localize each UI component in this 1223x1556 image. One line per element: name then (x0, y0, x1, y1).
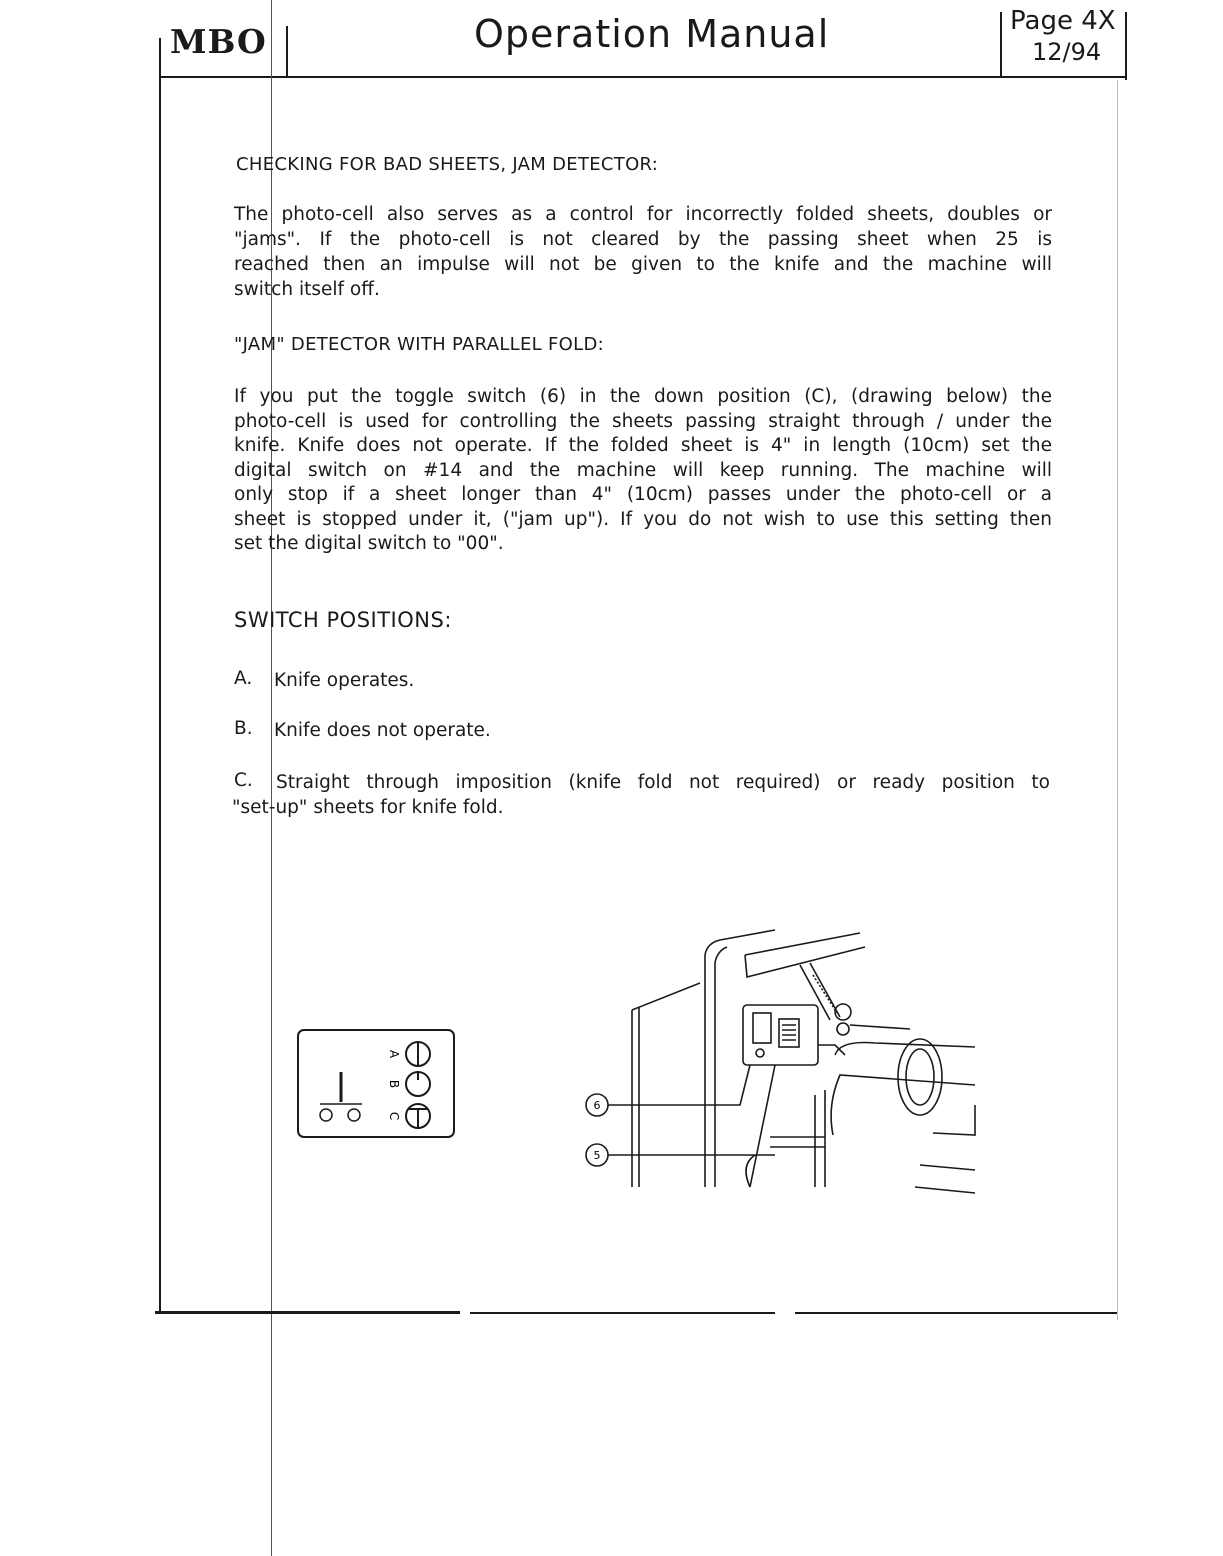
section-heading-switch-positions: SWITCH POSITIONS: (234, 608, 452, 632)
position-label-c: C (387, 1111, 401, 1121)
footer-rule (155, 1311, 460, 1314)
switch-position-b-icon (406, 1072, 430, 1096)
text-line: "jams". If the photo-cell is not cleared by the passing sheet when 25 is (234, 229, 1052, 250)
text-line: digital switch on #14 and the machine will keep running. The machine will (234, 459, 1052, 481)
text-line: only stop if a sheet longer than 4" (10cm) passes under the photo-cell or a (234, 484, 1052, 505)
item-letter-a: A. (234, 668, 253, 689)
page-number: Page 4X (1010, 6, 1116, 36)
callout-6-label: 6 (593, 1099, 601, 1112)
text-line: sheet is stopped under it, ("jam up"). If you do not wish to use this setting then (234, 508, 1052, 530)
revision-date: 12/94 (1032, 38, 1102, 66)
frame-right-border (1125, 12, 1127, 80)
section-heading-jam-detector: CHECKING FOR BAD SHEETS, JAM DETECTOR: (236, 154, 659, 175)
footer-rule-right (795, 1312, 1117, 1314)
switch-panel-diagram (290, 1020, 465, 1145)
item-letter-c: C. (234, 770, 253, 791)
section-heading-parallel-fold: "JAM" DETECTOR WITH PARALLEL FOLD: (234, 334, 604, 355)
text-line: If you put the toggle switch (6) in the down position (C), (drawing below) the (234, 386, 1052, 407)
text-line: photo-cell is used for controlling the sheets passing straight through / under the (234, 410, 1052, 432)
header-divider (159, 76, 1127, 78)
item-text-c: Straight through imposition (knife fold not required) or ready position to (276, 772, 1050, 793)
text-line: knife. Knife does not operate. If the folded sheet is 4" in length (10cm) set the (234, 435, 1052, 456)
footer-rule-mid (470, 1312, 775, 1314)
item-text-c-continuation: "set-up" sheets for knife fold. (232, 797, 504, 818)
item-text-a: Knife operates. (274, 670, 415, 691)
callout-6-icon (586, 1094, 608, 1116)
text-line: reached then an impulse will not be given to the knife and the machine will (234, 254, 1052, 275)
brand-logo: MBO (170, 22, 267, 61)
switch-position-c-icon (406, 1104, 430, 1128)
paragraph-parallel-fold (234, 385, 1052, 557)
switch-position-a-icon (406, 1042, 430, 1066)
page-box-left (1000, 12, 1002, 76)
frame-right-border-lower (1117, 80, 1118, 1320)
logo-divider (286, 26, 288, 76)
frame-left-border (159, 38, 161, 1314)
document-title: Operation Manual (474, 12, 830, 56)
text-line: switch itself off. (234, 279, 380, 300)
position-label-b: B (387, 1079, 401, 1089)
callout-5-icon (586, 1144, 608, 1166)
text-line: The photo-cell also serves as a control for incorrectly folded sheets, doubles or (234, 204, 1052, 225)
text-line: set the digital switch to "00". (234, 533, 504, 554)
callout-5-label: 5 (593, 1149, 601, 1162)
paragraph-jam-detector (234, 202, 1052, 302)
position-label-a: A (387, 1049, 401, 1059)
item-letter-b: B. (234, 718, 253, 739)
knife-icon (320, 1072, 362, 1121)
item-text-b: Knife does not operate. (274, 720, 491, 741)
machine-drawing (575, 925, 985, 1195)
